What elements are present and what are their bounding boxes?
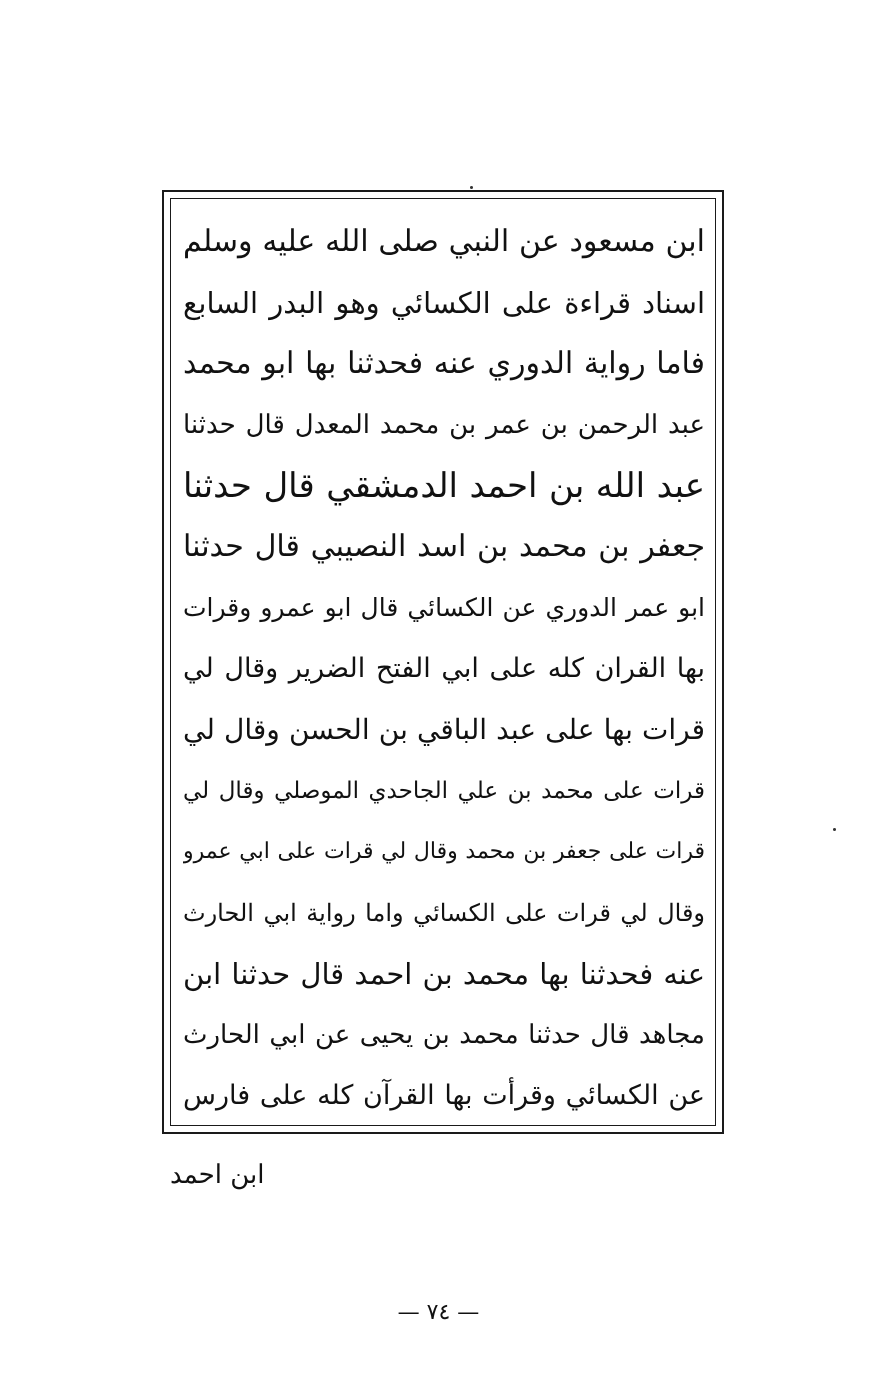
page-number: — ٧٤ — — [397, 1300, 480, 1325]
ink-speck — [833, 828, 836, 831]
page-frame-outer — [162, 190, 724, 1134]
manuscript-line: فاما رواية الدوري عنه فحدثنا بها ابو محمد — [183, 346, 705, 381]
manuscript-text-block — [183, 211, 705, 1115]
manuscript-line: عنه فحدثنا بها محمد بن احمد قال حدثنا ابن — [183, 957, 705, 991]
manuscript-line: عبد الرحمن بن عمر بن محمد المعدل قال حدثنا — [183, 410, 705, 440]
manuscript-line: قرات على جعفر بن محمد وقال لي قرات على ابي عمرو — [183, 839, 705, 864]
manuscript-line: ابن مسعود عن النبي صلى الله عليه وسلم — [183, 224, 705, 259]
manuscript-line: جعفر بن محمد بن اسد النصيبي قال حدثنا — [183, 529, 705, 564]
manuscript-line: مجاهد قال حدثنا محمد بن يحيى عن ابي الحارث — [183, 1020, 705, 1050]
ink-speck — [470, 186, 473, 189]
manuscript-line: وقال لي قرات على الكسائي واما رواية ابي الحارث — [183, 899, 705, 927]
manuscript-line: قرات بها على عبد الباقي بن الحسن وقال لي — [183, 713, 705, 746]
page-frame-inner — [170, 198, 716, 1126]
manuscript-line: عبد الله بن احمد الدمشقي قال حدثنا — [183, 466, 705, 506]
margin-gloss: ابن احمد — [170, 1160, 265, 1190]
manuscript-line: اسناد قراءة على الكسائي وهو البدر السابع — [183, 286, 705, 320]
manuscript-line: قرات على محمد بن علي الجاحدي الموصلي وقال لي — [183, 778, 705, 804]
manuscript-line: عن الكسائي وقرأت بها القرآن كله على فارس — [183, 1080, 705, 1111]
manuscript-line: ابو عمر الدوري عن الكسائي قال ابو عمرو وقرات — [183, 593, 705, 622]
manuscript-line: بها القران كله على ابي الفتح الضرير وقال لي — [183, 653, 705, 684]
